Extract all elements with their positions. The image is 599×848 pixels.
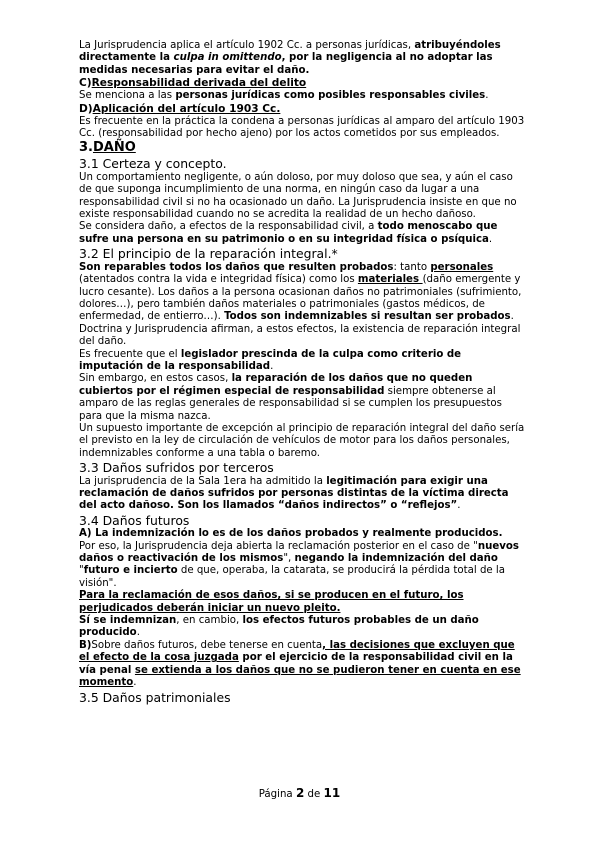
- bold-text: personas jurídicas como posibles responsables civiles: [175, 90, 486, 102]
- paragraph: [79, 40, 526, 77]
- bold-text: legitimación para exigir una reclamación de daños sufridos por personas distintas de la víctima directa del acto dañoso. Son los llamados “daños indirectos” o “reflejos”: [79, 475, 509, 512]
- bold-text: A) La indemnización lo es de los daños probados y realmente producidos.: [79, 528, 503, 540]
- text-run: La jurisprudencia de la Sala 1era ha admitido la: [79, 475, 327, 487]
- bold-text: B): [79, 639, 92, 651]
- subheading-letter: D): [79, 102, 93, 115]
- subheading-title: Aplicación del artículo 1903 Cc.: [92, 102, 281, 115]
- text-run: Es frecuente en la práctica la condena a personas jurídicas al amparo del artículo 1903 Cc. (responsabilidad por hecho ajeno) por los actos cometidos por sus empleados.: [79, 115, 525, 140]
- paragraph: [79, 528, 526, 540]
- text-run: ": [79, 565, 84, 577]
- underlined-bold-text: se extienda a los daños que no se pudieron tener en cuenta en ese momento: [79, 664, 521, 689]
- subheading-d: [79, 103, 526, 116]
- bold-text: nuevos daños o reactivación de los mismos: [79, 540, 519, 565]
- bold-text: legislador prescinda de la culpa como criterio de imputación de la responsabilidad: [79, 348, 462, 372]
- text-run: (daño emergente y lucro cesante). Los daños a la persona ocasionan daños no patrimoniales (sufrimiento, dolores…), pero también daños materiales o patrimoniales (gastos médicos, de enfermedad, de entierro…).: [79, 274, 522, 323]
- text-run: Un supuesto importante de excepción al principio de reparación integral del daño sería el previsto en la ley de circulación de vehículos de motor para los daños personales, indemnizables conforme a una tabla o baremo.: [79, 422, 525, 459]
- paragraph: [79, 349, 526, 374]
- bold-text: negando la indemnización del daño: [294, 553, 498, 565]
- total-pages: 11: [323, 786, 341, 800]
- paragraph: [79, 373, 526, 423]
- paragraph: [79, 172, 526, 222]
- heading-text: 3.3 Daños sufridos por terceros: [79, 460, 274, 476]
- heading-text: 3.4 Daños futuros: [79, 512, 190, 528]
- footer-label: Página: [258, 789, 293, 800]
- bold-text: futuro e incierto: [83, 565, 178, 577]
- heading-3-5: [79, 690, 526, 705]
- text-run: Por eso, la Jurisprudencia deja abierta la reclamación posterior en el caso de ": [79, 540, 478, 552]
- underlined-bold-text: personales: [430, 261, 494, 273]
- text-run: .: [485, 90, 489, 102]
- heading-3-3: [79, 460, 526, 475]
- underlined-bold-text: Para la reclamación de esos daños, si se producen en el futuro, los perjudicados deberán iniciar un nuevo pleito.: [79, 590, 464, 614]
- document-page: [79, 40, 526, 705]
- heading-3-2: [79, 246, 526, 261]
- text-run: .: [488, 233, 493, 245]
- paragraph: [79, 640, 526, 690]
- text-run: , en cambio,: [176, 615, 243, 627]
- underlined-bold-text: , las decisiones que excluyen que el efecto de la cosa juzgada: [79, 639, 515, 664]
- heading-text: 3.1 Certeza y concepto.: [79, 156, 227, 172]
- bold-text: los efectos futuros probables de un daño producido: [79, 615, 479, 639]
- paragraph: [79, 221, 526, 246]
- paragraph: [79, 615, 526, 640]
- paragraph: [79, 476, 526, 513]
- footer-of: de: [307, 789, 321, 800]
- text-run: siempre obtenerse al amparo de las reglas generales de responsabilidad si se cumplen los presupuestos para que la misma nazca.: [79, 385, 502, 422]
- text-run: .: [457, 500, 461, 512]
- section-title: DAÑO: [92, 140, 136, 156]
- subheading-title: Responsabilidad derivada del delito: [91, 77, 307, 90]
- paragraph: [79, 262, 526, 349]
- heading-3-1: [79, 156, 526, 171]
- bold-text: Todos son indemnizables si resultan ser probados: [224, 311, 511, 323]
- subheading-c: [79, 77, 526, 90]
- text-run: . Doctrina y Jurisprudencia afirman, a estos efectos, la existencia de reparación integral del daño.: [79, 311, 521, 348]
- text-run: .: [270, 360, 274, 372]
- bold-text: Sí se indemnizan: [79, 615, 177, 627]
- section-number: 3.: [79, 140, 93, 156]
- paragraph: [79, 541, 526, 591]
- text-run: .: [136, 627, 140, 639]
- text-run: Es frecuente que el: [79, 348, 181, 360]
- paragraph: [79, 590, 526, 615]
- underlined-bold-text: materiales: [357, 274, 423, 286]
- text-run: Un comportamiento negligente, o aún doloso, por muy doloso que sea, y aún el caso de que suponga incumplimiento de una norma, en ningún caso da lugar a una responsabilidad civil si no ha ocasionado un daño. La Jurisprudencia insiste en que no existe responsabilidad cuando no se acredita la realidad de un hecho dañoso.: [79, 171, 517, 221]
- text-run: Sobre daños futuros, debe tenerse en cuenta: [91, 639, 323, 651]
- heading-3-4: [79, 513, 526, 528]
- text-run: Se menciona a las: [79, 90, 176, 102]
- text-run: de que, operaba, la catarata, se producirá la pérdida total de la visión".: [79, 565, 505, 589]
- bold-text: la reparación de los daños que no queden cubiertos por el régimen especial de responsabilidad: [79, 373, 473, 397]
- section-heading-dano: [79, 140, 526, 156]
- heading-text: 3.5 Daños patrimoniales: [79, 689, 231, 705]
- bold-text: atribuyéndoles directamente la: [79, 40, 501, 64]
- text-run: : tanto: [393, 261, 431, 273]
- heading-text: 3.2 El principio de la reparación integral.*: [79, 246, 338, 262]
- bold-text: por el ejercicio de la responsabilidad civil en la vía penal: [79, 652, 513, 676]
- bold-text: todo menoscabo que sufre una persona en su patrimonio o en su integridad física o psíquica: [79, 221, 498, 245]
- current-page-number: 2: [295, 786, 305, 800]
- page-footer: [0, 786, 599, 800]
- paragraph: [79, 423, 526, 460]
- text-run: Sin embargo, en estos casos,: [79, 373, 232, 385]
- italic-term: culpa in omittendo: [173, 52, 282, 64]
- bold-text: Son reparables todos los daños que resulten probados: [79, 261, 394, 273]
- subheading-letter: C): [79, 77, 92, 90]
- text-run: .: [133, 677, 137, 689]
- text-run: Se considera daño, a efectos de la responsabilidad civil, a: [79, 221, 378, 233]
- text-run: La Jurisprudencia aplica el artículo 1902 Cc. a personas jurídicas,: [79, 40, 415, 51]
- paragraph: [79, 90, 526, 102]
- bold-text: , por la negligencia al no adoptar las medidas necesarias para evitar el daño.: [79, 52, 493, 76]
- text-run: (atentados contra la vida e integridad física) como los: [79, 274, 358, 286]
- paragraph: [79, 116, 526, 141]
- text-run: ",: [283, 553, 295, 565]
